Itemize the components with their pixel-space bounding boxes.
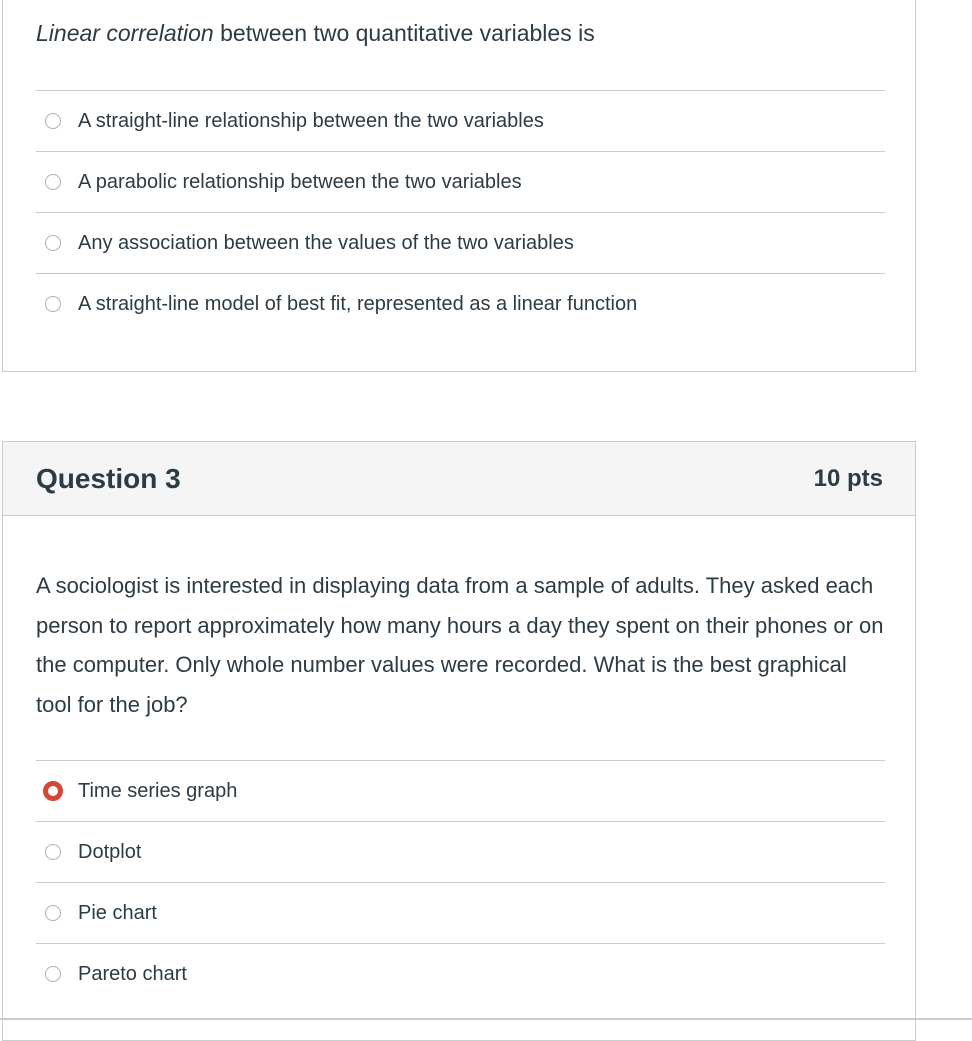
question-2-text <box>36 14 595 54</box>
radio-button[interactable] <box>45 113 61 129</box>
question-title: Question 3 <box>36 462 181 494</box>
answer-label: A straight-line relationship between the two variables <box>78 109 544 132</box>
radio-button[interactable] <box>45 235 61 251</box>
question-2-card <box>2 0 916 372</box>
answer-option[interactable] <box>36 760 885 821</box>
question-3-card <box>2 441 916 1041</box>
answer-label: Pareto chart <box>78 962 187 985</box>
radio-button[interactable] <box>45 174 61 190</box>
answer-option[interactable] <box>36 882 885 943</box>
question-3-header <box>3 442 915 516</box>
answer-option[interactable] <box>36 943 885 1004</box>
bottom-divider <box>0 1018 972 1020</box>
radio-button[interactable] <box>45 966 61 982</box>
question-points: 10 pts <box>813 464 883 492</box>
radio-button-selected[interactable] <box>43 781 63 801</box>
answer-option[interactable] <box>36 273 885 334</box>
radio-button[interactable] <box>45 844 61 860</box>
answer-label: Any association between the values of the two variables <box>78 231 574 254</box>
question-2-text-italic: Linear correlation <box>36 20 214 46</box>
answer-label: Time series graph <box>78 779 238 802</box>
answer-label: A straight-line model of best fit, represented as a linear function <box>78 292 638 315</box>
radio-button[interactable] <box>45 296 61 312</box>
answer-label: Dotplot <box>78 840 142 863</box>
question-2-text-rest: between two quantitative variables is <box>213 20 595 46</box>
answer-option[interactable] <box>36 212 885 273</box>
question-3-answers <box>36 760 885 1004</box>
radio-button[interactable] <box>45 905 61 921</box>
answer-option[interactable] <box>36 151 885 212</box>
question-2-answers <box>36 90 885 334</box>
question-3-text: A sociologist is interested in displaying data from a sample of adults. They asked each person to report approximately how many hours a day they spent on their phones or on the computer. Only whole number values were recorded. What is the best graphical tool for the job? <box>36 573 884 717</box>
answer-label: A parabolic relationship between the two variables <box>78 170 522 193</box>
answer-option[interactable] <box>36 821 885 882</box>
answer-label: Pie chart <box>78 901 157 924</box>
answer-option[interactable] <box>36 90 885 151</box>
